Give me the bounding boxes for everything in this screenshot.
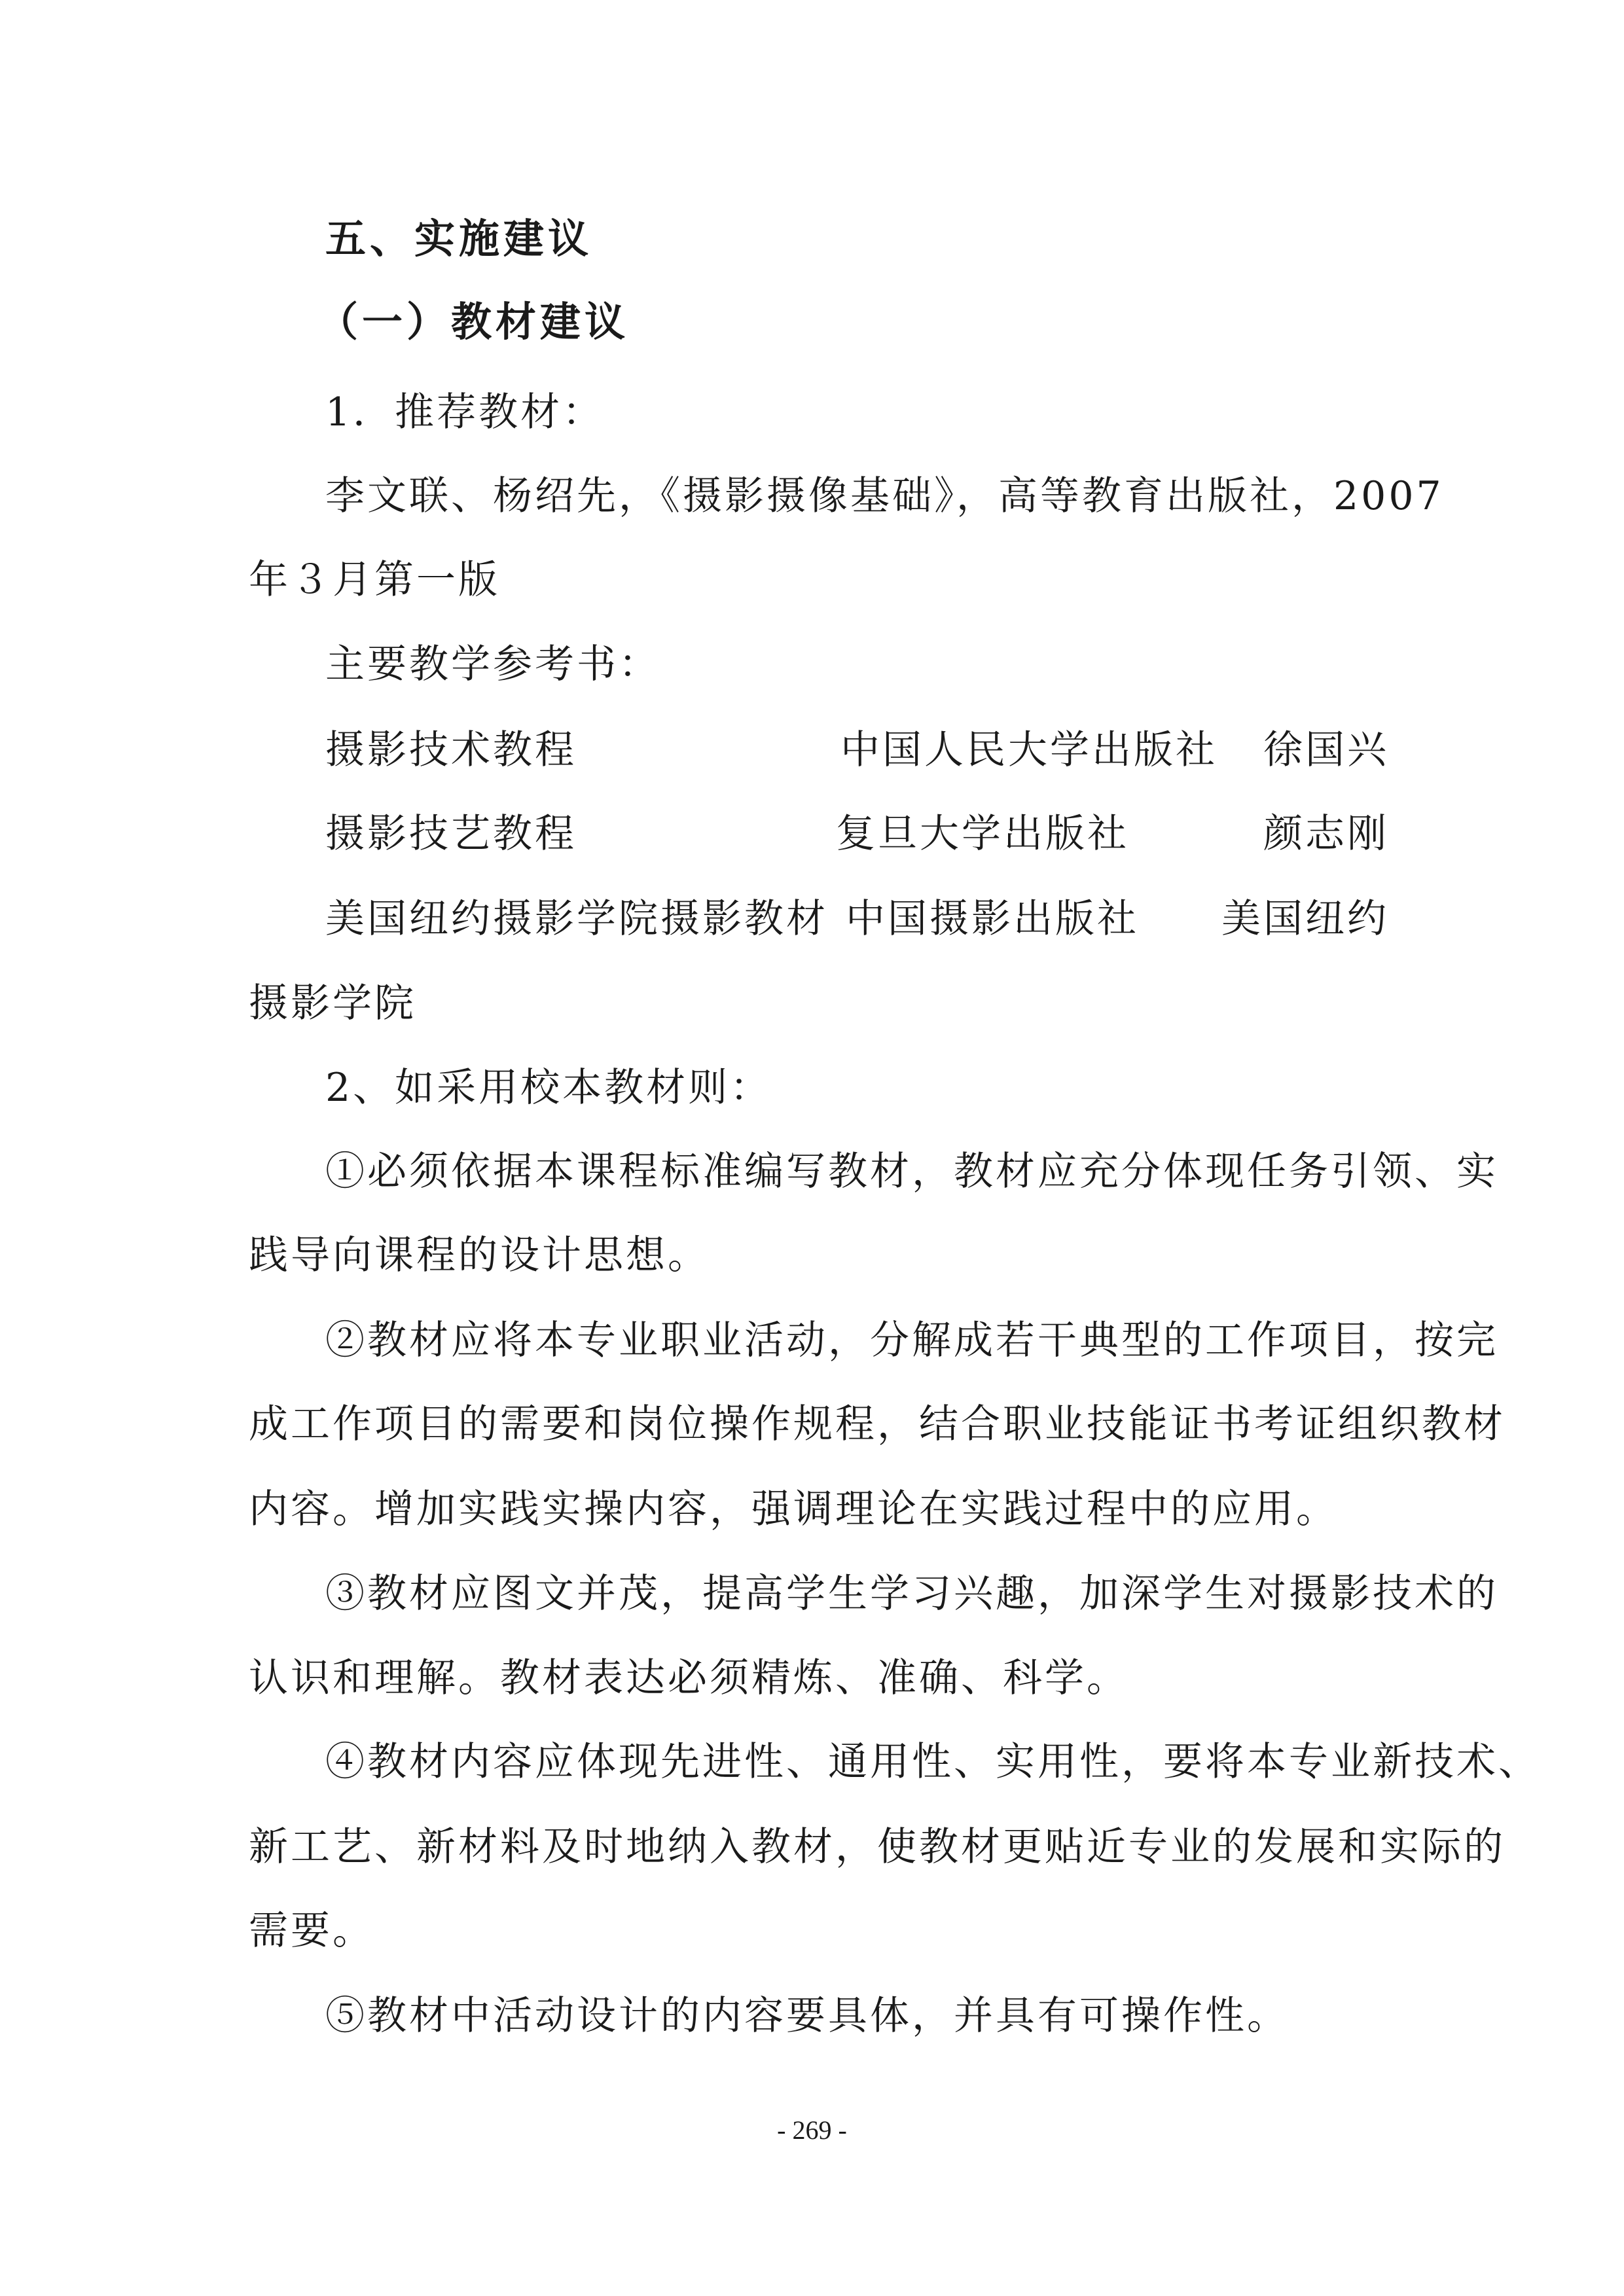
reference-title: 摄影技术教程 [325,727,577,773]
paragraph-4-line-2: 新工艺、新材料及时地纳入教材，使教材更贴近专业的发展和实际的 [249,1824,1506,1870]
reference-author: 颜志刚 [1263,811,1389,857]
page-number: - 269 - [777,2115,847,2145]
paragraph-2-line-2: 成工作项目的需要和岗位操作规程，结合职业技能证书考证组织教材 [249,1401,1506,1447]
reference-author: 美国纽约 [1221,896,1389,942]
paragraph-2-line-1: ②教材应将本专业职业活动，分解成若干典型的工作项目，按完 [325,1318,1498,1363]
paragraph-1-line-1: ①必须依据本课程标准编写教材，教材应充分体现任务引领、实 [325,1149,1498,1194]
section-title: 五、实施建议 [325,215,593,262]
reference-row [325,724,1389,776]
paragraph-3-line-1: ③教材应图文并茂，提高学生学习兴趣，加深学生对摄影技术的 [325,1571,1498,1617]
reference-row [325,893,1389,945]
textbook-line-2: 年３月第一版 [249,557,500,603]
paragraph-2-line-3: 内容。增加实践实操内容，强调理论在实践过程中的应用。 [249,1486,1338,1532]
paragraph-4-line-1: ④教材内容应体现先进性、通用性、实用性，要将本专业新技术、 [325,1739,1540,1785]
reference-publisher: 中国人民大学出版社 [840,727,1218,773]
paragraph-3-line-2: 认识和理解。教材表达必须精炼、准确、科学。 [249,1655,1128,1701]
reference-publisher: 复旦大学出版社 [836,811,1129,857]
reference-publisher: 中国摄影出版社 [846,896,1139,942]
reference-author-continued: 摄影学院 [249,980,416,1026]
paragraph-4-line-3: 需要。 [249,1908,374,1954]
reference-row [325,808,1389,860]
paragraph-5-line-1: ⑤教材中活动设计的内容要具体，并具有可操作性。 [325,1993,1289,2039]
reference-author: 徐国兴 [1263,727,1389,773]
subsection-title: （一）教材建议 [317,298,630,346]
reference-title: 美国纽约摄影学院摄影教材 [325,896,828,942]
item2-label: 2、如采用校本教材则： [325,1065,772,1111]
textbook-line-1: 李文联、杨绍先，《摄影摄像基础》，高等教育出版社，2007 [325,473,1444,519]
paragraph-1-line-2: 践导向课程的设计思想。 [249,1232,710,1278]
item1-label: 1．推荐教材： [325,389,605,435]
reference-title: 摄影技艺教程 [325,811,577,857]
references-label: 主要教学参考书： [325,641,660,687]
